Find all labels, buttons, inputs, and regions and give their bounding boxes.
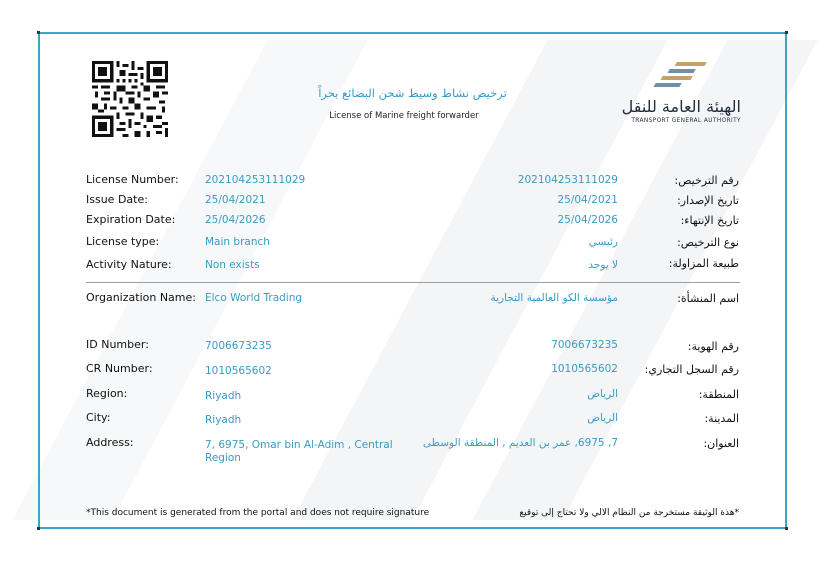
license-number-label-ar: رقم الترخيص: (674, 174, 739, 187)
organization-name-value-ar: مؤسسة الكو العالمية التجارية (490, 292, 618, 304)
expiration-date-label-en: Expiration Date: (86, 213, 176, 226)
issue-date-label-en: Issue Date: (86, 193, 148, 206)
id-number-label-ar: رقم الهوية: (687, 340, 739, 353)
issue-date-value-ar: 25/04/2021 (557, 194, 618, 206)
city-value-ar: الرياض (587, 412, 618, 424)
footer-note-en: *This document is generated from the portal and does not require signature (86, 508, 430, 518)
address-label-ar: العنوان: (703, 437, 739, 450)
document-border-bottom (38, 527, 787, 529)
organization-name-label-en: Organization Name: (86, 291, 196, 304)
region-label-ar: المنطقة: (698, 388, 739, 401)
corner-mark (37, 527, 40, 530)
document-border-left (38, 32, 40, 529)
organization-name-value-en: Elco World Trading (205, 292, 303, 304)
city-label-en: City: (86, 411, 111, 424)
city-value-en: Riyadh (205, 414, 242, 426)
activity-nature-label-en: Activity Nature: (86, 258, 172, 271)
organization-name-label-ar: اسم المنشأة: (677, 292, 739, 305)
cr-number-label-ar: رقم السجل التجاري: (644, 363, 739, 376)
document-border-top (38, 32, 787, 34)
cr-number-value-ar: 1010565602 (551, 363, 618, 375)
id-number-value-ar: 7006673235 (551, 339, 618, 351)
cr-number-label-en: CR Number: (86, 362, 153, 375)
license-title-en: License of Marine freight forwarder (329, 111, 479, 121)
expiration-date-label-ar: تاريخ الإنتهاء: (680, 214, 739, 227)
section-divider (86, 282, 740, 283)
license-type-value-ar: رئيسي (588, 236, 618, 248)
activity-nature-value-ar: لا يوجد (588, 259, 618, 271)
activity-nature-value-en: Non exists (205, 259, 260, 271)
region-value-en: Riyadh (205, 390, 242, 402)
tga-logo-text-ar: الهيئة العامة للنقل (621, 97, 741, 116)
region-value-ar: الرياض (587, 388, 618, 400)
address-value-en-line1: 7, 6975, Omar bin Al-Adim , Central (205, 439, 393, 451)
corner-mark (785, 527, 788, 530)
tga-logo-text-en: TRANSPORT GENERAL AUTHORITY (631, 118, 741, 124)
license-type-label-en: License type: (86, 235, 160, 248)
address-value-en-line2: Region (205, 452, 241, 464)
corner-mark (37, 31, 40, 34)
expiration-date-value-en: 25/04/2026 (205, 214, 266, 226)
address-label-en: Address: (86, 436, 134, 449)
license-title-ar: ترخيص نشاط وسيط شحن البضائع بحراً (318, 86, 507, 100)
license-number-value-en: 202104253111029 (205, 174, 306, 186)
city-label-ar: المدينة: (704, 412, 739, 425)
activity-nature-label-ar: طبيعة المزاولة: (668, 257, 739, 270)
expiration-date-value-ar: 25/04/2026 (557, 214, 618, 226)
address-value-ar: 7, 6975, عمر بن العديم , المنطقة الوسطى (422, 437, 618, 449)
corner-mark (785, 31, 788, 34)
footer-note-ar: *هذة الوثيقة مستخرجة من النظام الالي ولا تحتاج إلى توقيع (519, 508, 739, 518)
issue-date-label-ar: تاريخ الإصدار: (677, 194, 739, 207)
license-type-value-en: Main branch (205, 236, 270, 248)
issue-date-value-en: 25/04/2021 (205, 194, 266, 206)
license-number-value-ar: 202104253111029 (517, 174, 618, 186)
cr-number-value-en: 1010565602 (205, 365, 272, 377)
id-number-value-en: 7006673235 (205, 340, 272, 352)
id-number-label-en: ID Number: (86, 338, 149, 351)
license-number-label-en: License Number: (86, 173, 179, 186)
document-border-right (785, 32, 787, 529)
region-label-en: Region: (86, 387, 128, 400)
license-type-label-ar: نوع الترخيص: (677, 236, 739, 249)
